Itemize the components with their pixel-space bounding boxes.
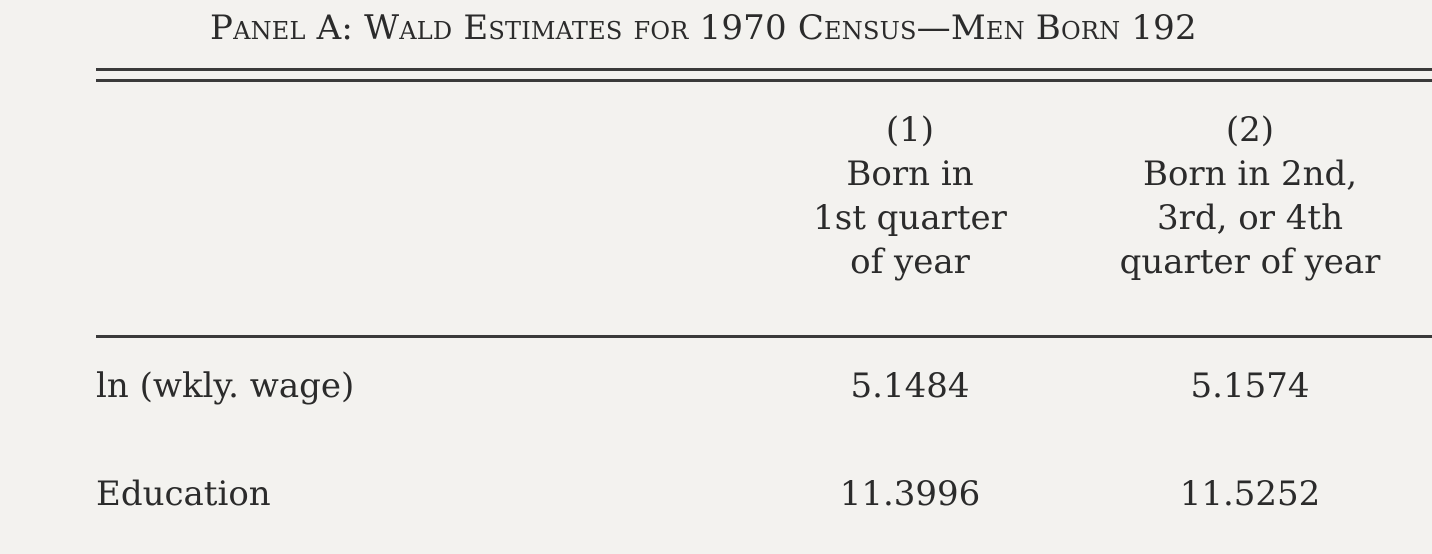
column-header-line: Born in — [846, 154, 974, 194]
cell-education-col1: 11.3996 — [839, 474, 981, 514]
column-number: (2) — [1225, 110, 1275, 150]
column-header-line: quarter of year — [1119, 242, 1381, 282]
column-header-line: of year — [850, 242, 970, 282]
column-header-1 — [770, 108, 1050, 284]
column-header-2 — [1090, 108, 1410, 284]
header-rule — [96, 335, 1432, 338]
column-header-line: 3rd, or 4th — [1157, 198, 1343, 238]
top-rule-upper — [96, 68, 1432, 71]
cell-education-col2: 11.5252 — [1179, 474, 1321, 514]
cell-wage-col1: 5.1484 — [850, 366, 970, 406]
top-rule-lower — [96, 79, 1432, 82]
row-label-education: Education — [96, 474, 271, 514]
column-header-line: 1st quarter — [813, 198, 1007, 238]
column-header-line: Born in 2nd, — [1142, 154, 1358, 194]
cell-wage-col2: 5.1574 — [1190, 366, 1310, 406]
row-label-log-weekly-wage: ln (wkly. wage) — [96, 366, 355, 406]
column-number: (1) — [885, 110, 935, 150]
panel-title: Panel A: Wald Estimates for 1970 Census—Men Born 192 — [210, 8, 1197, 48]
